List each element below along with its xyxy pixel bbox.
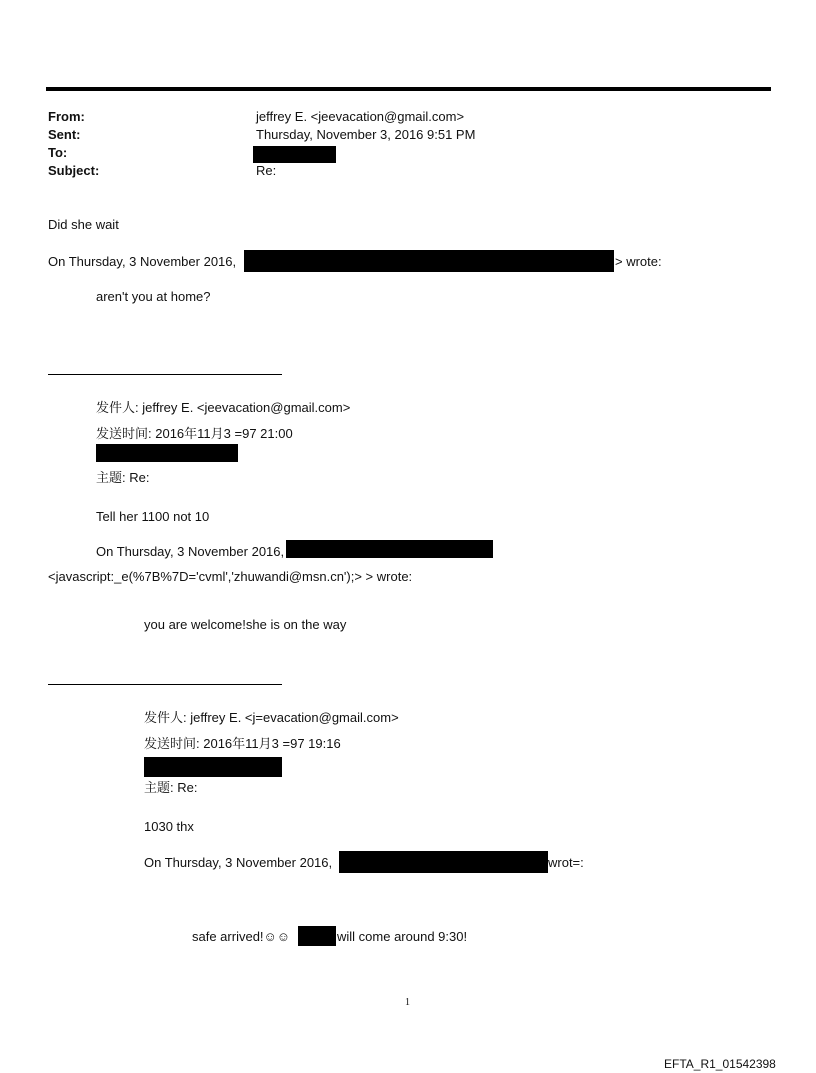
message3-subject [144, 780, 197, 797]
message3-subject-label: 主题 [144, 781, 171, 796]
message3-from-value: : jeffrey E. <j=evacation@gmail.com> [183, 710, 399, 725]
message2-sender-redaction [286, 540, 493, 558]
subject-label: Subject: [48, 163, 100, 178]
to-label: To: [48, 145, 68, 160]
message3-body: 1030 thx [144, 819, 194, 834]
message2-subject-label: 主题 [96, 471, 123, 486]
message2-sent [96, 426, 293, 443]
subject-value: Re: [256, 163, 277, 178]
message3-sent-label: 发送时间 [144, 737, 197, 752]
message3-subject-value: : Re: [170, 780, 198, 795]
message3-from [144, 710, 399, 727]
message3-quoted-prefix: safe arrived!☺☺ [192, 929, 291, 944]
page-number: 1 [405, 997, 410, 1008]
message2-sent-label: 发送时间 [96, 427, 149, 442]
message3-to-redaction [144, 757, 282, 777]
message1-quoted: aren't you at home? [96, 289, 211, 304]
message2-body: Tell her 1100 not 10 [96, 509, 210, 524]
message3-from-label: 发件人 [144, 711, 184, 726]
message3-sent-value: : 2016年11月3 =97 19:16 [196, 736, 341, 751]
message2-subject-value: : Re: [122, 470, 150, 485]
message1-quote-prefix: On Thursday, 3 November 2016, [48, 254, 237, 269]
to-redaction [253, 146, 336, 163]
message3-name-redaction [298, 926, 336, 946]
message2-quoted: you are welcome!she is on the way [144, 617, 347, 632]
sent-label: Sent: [48, 127, 81, 142]
message2-from-label: 发件人 [96, 401, 136, 416]
message1-quote-suffix: > wrote: [615, 254, 662, 269]
from-label: From: [48, 109, 85, 124]
message3-quoted-suffix: will come around 9:30! [337, 929, 468, 944]
sent-value: Thursday, November 3, 2016 9:51 PM [256, 127, 476, 142]
message2-to-redaction [96, 444, 238, 462]
separator-2 [48, 684, 282, 685]
message3-quote-prefix: On Thursday, 3 November 2016, [144, 855, 333, 870]
message2-from [96, 400, 350, 417]
message3-sender-redaction [339, 851, 548, 873]
header-rule [46, 87, 771, 91]
message3-sent [144, 736, 341, 753]
from-value: jeffrey E. <jeevacation@gmail.com> [256, 109, 465, 124]
message2-from-value: : jeffrey E. <jeevacation@gmail.com> [135, 400, 351, 415]
message2-sent-value: : 2016年11月3 =97 21:00 [148, 426, 293, 441]
message1-body: Did she wait [48, 217, 119, 232]
separator-1 [48, 374, 282, 375]
message1-sender-redaction [244, 250, 614, 272]
message3-quote-suffix: wrot=: [548, 855, 584, 870]
message2-quote-line2: <javascript:_e(%7B%7D='cvml','zhuwandi@msn.cn');> > wrote: [48, 569, 413, 584]
message2-quote-prefix: On Thursday, 3 November 2016, [96, 544, 285, 559]
message2-subject [96, 470, 149, 487]
document-id: EFTA_R1_01542398 [664, 1057, 776, 1071]
